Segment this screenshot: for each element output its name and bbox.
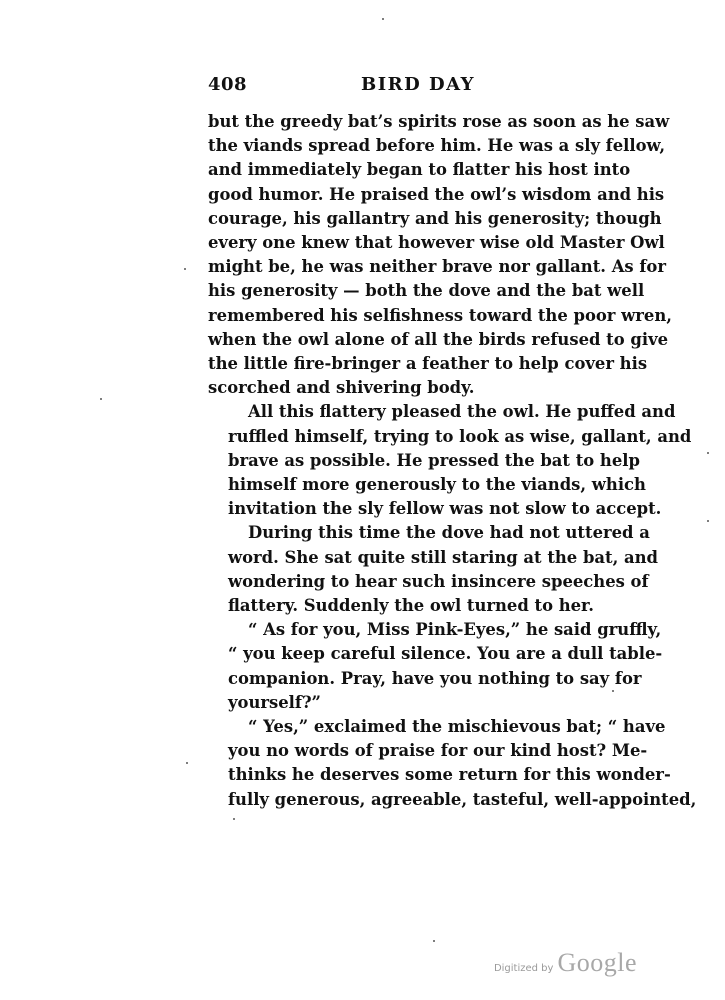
digitized-watermark [494,948,637,978]
text-line: invitation the sly fellow was not slow to accept. [228,499,662,519]
scan-speck [233,818,235,820]
text-line: ruffled himself, trying to look as wise, gallant, and [228,426,692,446]
text-line: yourself?” [228,692,321,712]
scan-speck [612,690,614,692]
text-line: All this flattery pleased the owl. He puffed and [248,402,676,422]
paragraph [208,110,672,400]
page-header [208,74,628,98]
text-line: “ you keep careful silence. You are a dull table- [228,644,663,664]
google-logo: Google [557,948,637,977]
text-line: companion. Pray, have you nothing to say for [228,668,642,688]
paragraph [208,521,659,618]
text-line: brave as possible. He pressed the bat to help [228,450,640,470]
paragraph [208,715,697,812]
text-line: himself more generously to the viands, which [228,475,646,495]
text-line: every one knew that however wise old Master Owl [208,233,665,253]
text-line: you no words of praise for our kind host? Me- [228,741,648,761]
running-head: BIRD DAY [361,74,475,95]
scan-speck [100,398,102,400]
text-line: wondering to hear such insincere speeches of [228,571,649,591]
scan-speck [382,18,384,20]
text-line: thinks he deserves some return for this wonder- [228,765,671,785]
text-line: courage, his gallantry and his generosity; though [208,208,662,228]
text-line: might be, he was neither brave nor gallant. As for [208,257,666,277]
scan-speck [707,520,709,522]
text-line: when the owl alone of all the birds refused to give [208,329,669,349]
digitized-by-label: Digitized by [493,963,554,974]
text-line: word. She sat quite still staring at the bat, and [228,547,659,567]
scan-speck [186,762,188,764]
text-line: During this time the dove had not uttered a [248,523,650,543]
page-number: 408 [208,74,248,95]
body-text [208,110,697,812]
text-line: but the greedy bat’s spirits rose as soon as he saw [208,112,670,131]
text-line: flattery. Suddenly the owl turned to her. [228,596,594,616]
paragraph [208,400,692,521]
text-line: the viands spread before him. He was a sly fellow, [208,136,666,156]
paragraph [208,618,663,715]
text-line: remembered his selfishness toward the poor wren, [208,305,672,325]
text-line: scorched and shivering body. [208,378,475,398]
text-line: his generosity — both the dove and the bat well [208,281,645,301]
text-line: “ As for you, Miss Pink-Eyes,” he said gruffly, [248,620,662,640]
text-line: and immediately began to flatter his host into [208,160,631,180]
text-line: “ Yes,” exclaimed the mischievous bat; “ have [248,717,666,737]
text-line: the little fire-bringer a feather to help cover his [208,354,648,374]
scan-speck [433,940,435,942]
text-line: fully generous, agreeable, tasteful, well-appointed, [228,789,697,809]
scan-speck [184,268,186,270]
scan-speck [707,452,709,454]
text-line: good humor. He praised the owl’s wisdom and his [208,184,665,204]
